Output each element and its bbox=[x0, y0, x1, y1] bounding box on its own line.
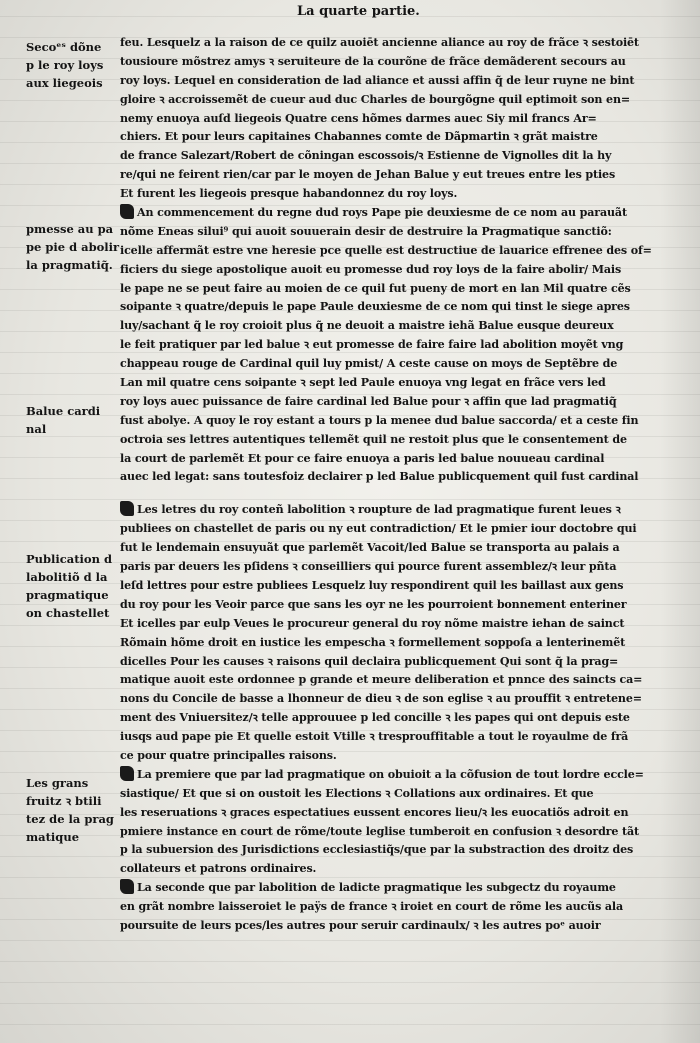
pilcrow-icon bbox=[120, 204, 134, 219]
text-line: chiers. Et pour leurs capitaines Chabannes comte de Dãpmartin ꝛ grãt maistre bbox=[120, 130, 598, 144]
margin-note-line: labolitiõ d la bbox=[26, 570, 108, 584]
text-line-content: Les letres du roy conteñ labolition ꝛ roupture de lad pragmatique furent leues ꝛ bbox=[137, 503, 621, 517]
margin-note-line: aux liegeois bbox=[26, 76, 103, 90]
text-line bbox=[120, 501, 652, 520]
text-line: re/qui ne feirent rien/car par le moyen de Jehan Balue y eut treues entre les pties bbox=[120, 168, 616, 182]
text-line: roy loys. Lequel en consideration de lad aliance et aussi affin q̃ de leur ruyne ne bint bbox=[120, 73, 635, 87]
text-line bbox=[120, 204, 652, 223]
text-line: soipante ꝛ quatre/depuis le pape Paule deuxiesme de ce nom qui tinst le siege apres bbox=[120, 300, 630, 314]
margin-note-line: matique bbox=[26, 830, 80, 844]
margin-note-line: Publication d bbox=[26, 552, 112, 566]
text-line-content: La seconde que par labolition de ladicte pragmatique les subgectz du royaume bbox=[137, 881, 616, 895]
text-line: les reseruations ꝛ graces espectatiues eussent encores lieu/ꝛ les euocatiõs adroit en bbox=[120, 805, 629, 819]
text-line: collateurs et patrons ordinaires. bbox=[120, 862, 317, 876]
margin-note-line: Secoᵉˢ dõne bbox=[26, 40, 102, 54]
text-line: gloire ꝛ accroissemẽt de cueur aud duc Charles de bourgõgne quil eptimoit son en= bbox=[120, 92, 631, 106]
margin-note-2 bbox=[26, 220, 122, 274]
margin-note-3 bbox=[26, 402, 122, 438]
margin-note-4 bbox=[26, 550, 122, 622]
text-line: matique auoit este ordonnee p grande et meure deliberation et pnnce des saincts ca= bbox=[120, 673, 643, 687]
margin-note-line: fruitz ꝛ btili bbox=[26, 794, 102, 808]
text-line: icelle affermãt estre vne heresie pce quelle est destructiue de lauarice effrenee des of= bbox=[120, 243, 652, 257]
text-line: pmiere instance en court de rõme/toute leglise tumberoit en confusion ꝛ desordre tãt bbox=[120, 824, 639, 838]
running-header: La quarte partie. bbox=[297, 4, 420, 19]
text-line: feu. Lesquelz a la raison de ce quilz auoiēt ancienne aliance au roy de frãce ꝛ sestoiēt bbox=[120, 36, 639, 49]
pilcrow-icon bbox=[120, 501, 134, 516]
text-line-content: An commencement du regne dud roys Pape pie deuxiesme de ce nom au parauãt bbox=[137, 206, 627, 220]
margin-note-5 bbox=[26, 774, 122, 846]
text-line: fust abolye. A quoy le roy estant a tours p la menee dud balue saccorda/ et a ceste fin bbox=[120, 413, 639, 427]
text-line: roy loys auec puissance de faire cardinal led Balue pour ꝛ affin que lad pragmatiq̃ bbox=[120, 394, 617, 408]
text-line: tousioure mõstrez amys ꝛ seruiteure de la courõne de frãce demãderent secours au bbox=[120, 54, 626, 68]
paragraph-3 bbox=[120, 501, 652, 765]
text-line: ce pour quatre principalles raisons. bbox=[120, 748, 337, 762]
text-line: nons du Concile de basse a lhonneur de dieu ꝛ de son eglise ꝛ au prouffit ꝛ entretene= bbox=[120, 692, 642, 706]
text-line: Lan mil quatre cens soipante ꝛ sept led Paule enuoya vng legat en frãce vers led bbox=[120, 376, 606, 390]
margin-note-line: Les grans bbox=[26, 776, 89, 790]
margin-note-line: la pragmatiq̃. bbox=[26, 258, 113, 272]
text-line: ficiers du siege apostolique auoit eu promesse dud roy loys de la faire abolir/ Mais bbox=[120, 262, 622, 276]
text-line: poursuite de leurs pces/les autres pour seruir cardinaulx/ ꝛ les autres poᵉ auoir bbox=[120, 918, 601, 932]
pilcrow-icon bbox=[120, 879, 134, 894]
text-line: nõme Eneas silui⁹ qui auoit souuerain desir de destruire la Pragmatique sanctiõ: bbox=[120, 224, 612, 238]
text-line: du roy pour les Veoir parce que sans les oyr ne les pourroient bonnement enteriner bbox=[120, 597, 627, 611]
text-line bbox=[120, 766, 652, 785]
text-line: le pape ne se peut faire au moien de ce quil fut pueny de mort en lan Mil quatre cẽs bbox=[120, 281, 631, 295]
text-line: de france Salezart/Robert de cõningan escossois/ꝛ Estienne de Vignolles dit la hy bbox=[120, 149, 612, 163]
margin-note-line: pragmatique bbox=[26, 588, 109, 602]
margin-note-line: nal bbox=[26, 422, 47, 436]
margin-note-line: on chastellet bbox=[26, 606, 110, 620]
text-line: Rõmain hõme droit en iustice les empescha ꝛ formellement soppoſa a lenterinemẽt bbox=[120, 635, 626, 649]
text-line: siastique/ Et que si on oustoit les Elections ꝛ Collations aux ordinaires. Et que bbox=[120, 786, 594, 800]
text-line: dicelles Pour les causes ꝛ raisons quil declaira publicquement Qui sont q̃ la prag= bbox=[120, 654, 619, 668]
margin-note-line: pmesse au pa bbox=[26, 222, 114, 236]
paragraph-2 bbox=[120, 204, 652, 487]
paragraph-5 bbox=[120, 879, 652, 936]
margin-note-line: Balue cardi bbox=[26, 404, 101, 418]
text-line bbox=[120, 879, 652, 898]
text-line: la court de parlemẽt Et pour ce faire enuoya a paris led balue nouueau cardinal bbox=[120, 451, 605, 465]
text-line: fut le lendemain ensuyuãt que parlemẽt Vacoit/led Balue se transporta au palais a bbox=[120, 541, 620, 555]
paragraph-1 bbox=[120, 34, 652, 204]
text-line: octroia ses lettres autentiques tellemẽt quil ne restoit plus que le consentement de bbox=[120, 432, 627, 446]
text-line: Et furent les liegeois presque habandonnez du roy loys. bbox=[120, 187, 458, 201]
pilcrow-icon bbox=[120, 766, 134, 781]
text-line: ment des Vniuersitez/ꝛ telle approuuee p led concille ꝛ les papes qui ont depuis este bbox=[120, 711, 630, 725]
text-line-content: La premiere que par lad pragmatique on obuioit a la cõfusion de tout lordre eccle= bbox=[137, 767, 644, 781]
text-line: auec led legat: sans toutesfoiz declairer p led Balue publicquement quil fust cardinal bbox=[120, 470, 639, 484]
margin-note-line: pe pie d abolir bbox=[26, 240, 120, 254]
main-text-block bbox=[120, 34, 652, 936]
text-line: en grãt nombre laisseroiet le paÿs de france ꝛ iroiet en court de rõme les aucũs ala bbox=[120, 900, 624, 914]
text-line: nemy enuoya auſd liegeois Quatre cens hõmes darmes auec Siy mil francs Ar= bbox=[120, 111, 597, 125]
text-line: p la subuersion des Jurisdictions ecclesiastiq̃s/que par la substraction des droitz des bbox=[120, 843, 634, 857]
text-line: Et icelles par eulp Veues le procureur general du roy nõme maistre iehan de sainct bbox=[120, 616, 625, 630]
paragraph-4 bbox=[120, 766, 652, 879]
margin-note-line: p le roy loys bbox=[26, 58, 104, 72]
text-line: publiees on chastellet de paris ou ny eut contradiction/ Et le pmier iour doctobre qui bbox=[120, 522, 637, 536]
margin-note-1 bbox=[26, 38, 122, 92]
text-line: luy/sachant q̃ le roy croioit plus q̃ ne deuoit a maistre iehã Balue eusque deureux bbox=[120, 319, 614, 333]
text-line: chappeau rouge de Cardinal quil luy pmist/ A ceste cause on moys de Septẽbre de bbox=[120, 357, 618, 371]
text-line: le feit pratiquer par led balue ꝛ eut promesse de faire faire lad abolition moyẽt vng bbox=[120, 338, 624, 352]
page-edge-shadow bbox=[660, 0, 700, 1043]
text-line: paris par deuers les pſidens ꝛ conseilliers qui pource furent assemblez/ꝛ leur pñta bbox=[120, 560, 617, 574]
margin-note-line: tez de la prag bbox=[26, 812, 114, 826]
text-line: leſd lettres pour estre publiees Lesquelz luy respondirent quil les baillast aux gens bbox=[120, 578, 624, 592]
text-line: iusqs aud pape pie Et quelle estoit Vtille ꝛ tresprouffitable a tout le royaulme de frã bbox=[120, 730, 629, 744]
